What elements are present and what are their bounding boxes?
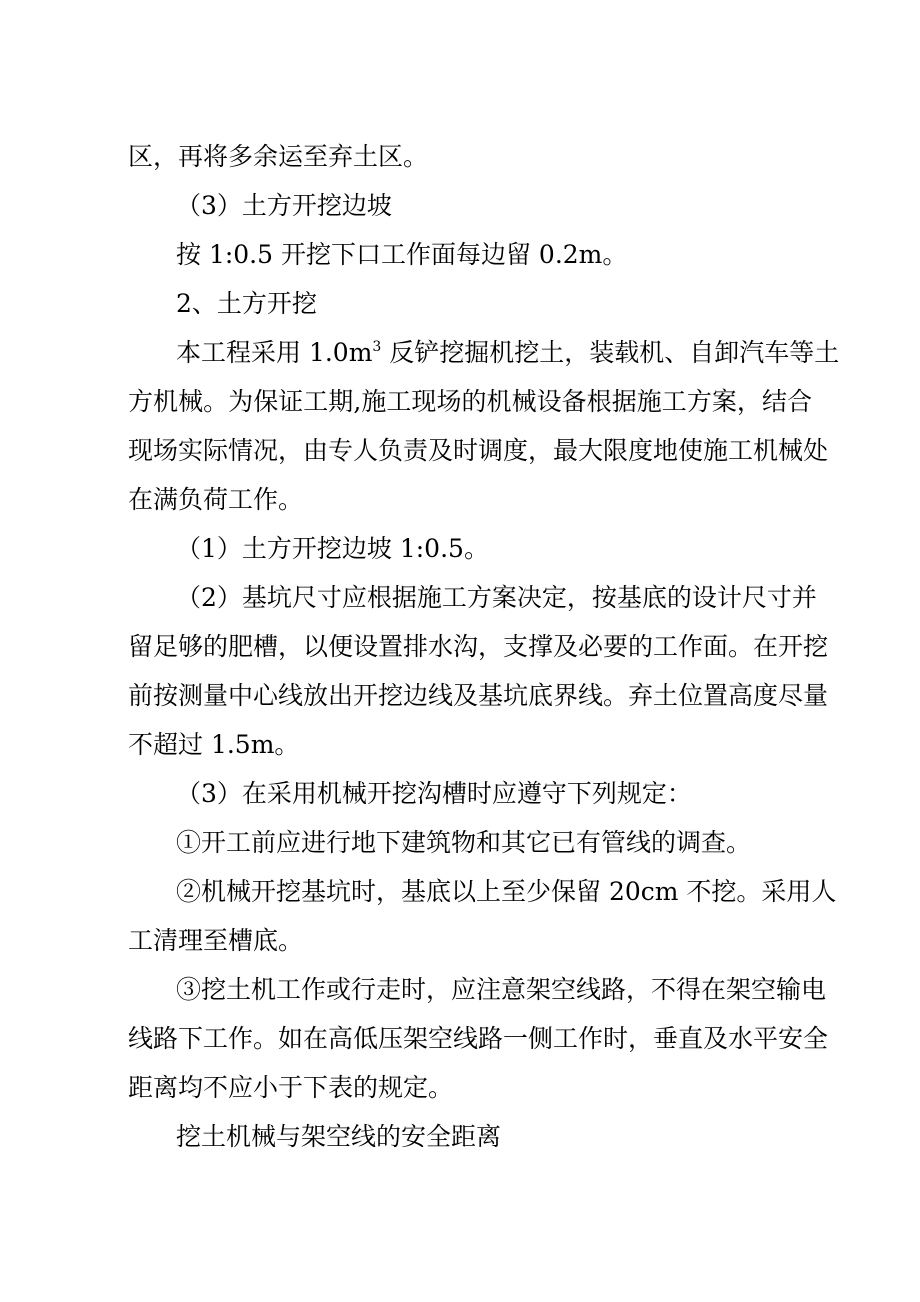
section-heading: （3）土方开挖边坡 bbox=[176, 191, 392, 220]
text-span: 反铲挖掘机挖土，装载机、自卸汽车等土 bbox=[381, 338, 840, 367]
paragraph-line: 工清理至槽底。 bbox=[128, 926, 304, 955]
list-item: ②机械开挖基坑时，基底以上至少保留 20cm 不挖。采用人 bbox=[176, 877, 837, 906]
table-caption: 挖土机械与架空线的安全距离 bbox=[176, 1122, 502, 1151]
paragraph-line: 现场实际情况，由专人负责及时调度，最大限度地使施工机械处 bbox=[128, 436, 829, 465]
paragraph-line: 不超过 1.5m。 bbox=[128, 730, 300, 759]
paragraph-line: 前按测量中心线放出开挖边线及基坑底界线。弃土位置高度尽量 bbox=[128, 681, 829, 710]
text-span: 本工程采用 1.0m bbox=[176, 338, 373, 367]
paragraph-line: 方机械。为保证工期,施工现场的机械设备根据施工方案，结合 bbox=[128, 387, 812, 416]
list-item: ③挖土机工作或行走时，应注意架空线路，不得在架空输电 bbox=[176, 975, 827, 1004]
paragraph-line: 留足够的肥槽，以便设置排水沟，支撑及必要的工作面。在开挖 bbox=[128, 632, 829, 661]
paragraph-line bbox=[176, 335, 840, 371]
paragraph-line: 在满负荷工作。 bbox=[128, 485, 304, 514]
list-item: （3）在采用机械开挖沟槽时应遵守下列规定： bbox=[176, 779, 692, 808]
text-line: 区，再将多余运至弃土区。 bbox=[128, 142, 429, 171]
text-line: 按 1:0.5 开挖下口工作面每边留 0.2m。 bbox=[176, 240, 628, 269]
section-heading: 2、土方开挖 bbox=[176, 289, 317, 318]
paragraph-line: 距离均不应小于下表的规定。 bbox=[128, 1073, 454, 1102]
list-item: ①开工前应进行地下建筑物和其它已有管线的调查。 bbox=[176, 828, 752, 857]
paragraph-line: （2）基坑尺寸应根据施工方案决定，按基底的设计尺寸并 bbox=[176, 583, 817, 612]
paragraph-line: 线路下工作。如在高低压架空线路一侧工作时，垂直及水平安全 bbox=[128, 1024, 829, 1053]
list-item: （1）土方开挖边坡 1:0.5。 bbox=[176, 534, 489, 563]
superscript: 3 bbox=[372, 339, 382, 355]
